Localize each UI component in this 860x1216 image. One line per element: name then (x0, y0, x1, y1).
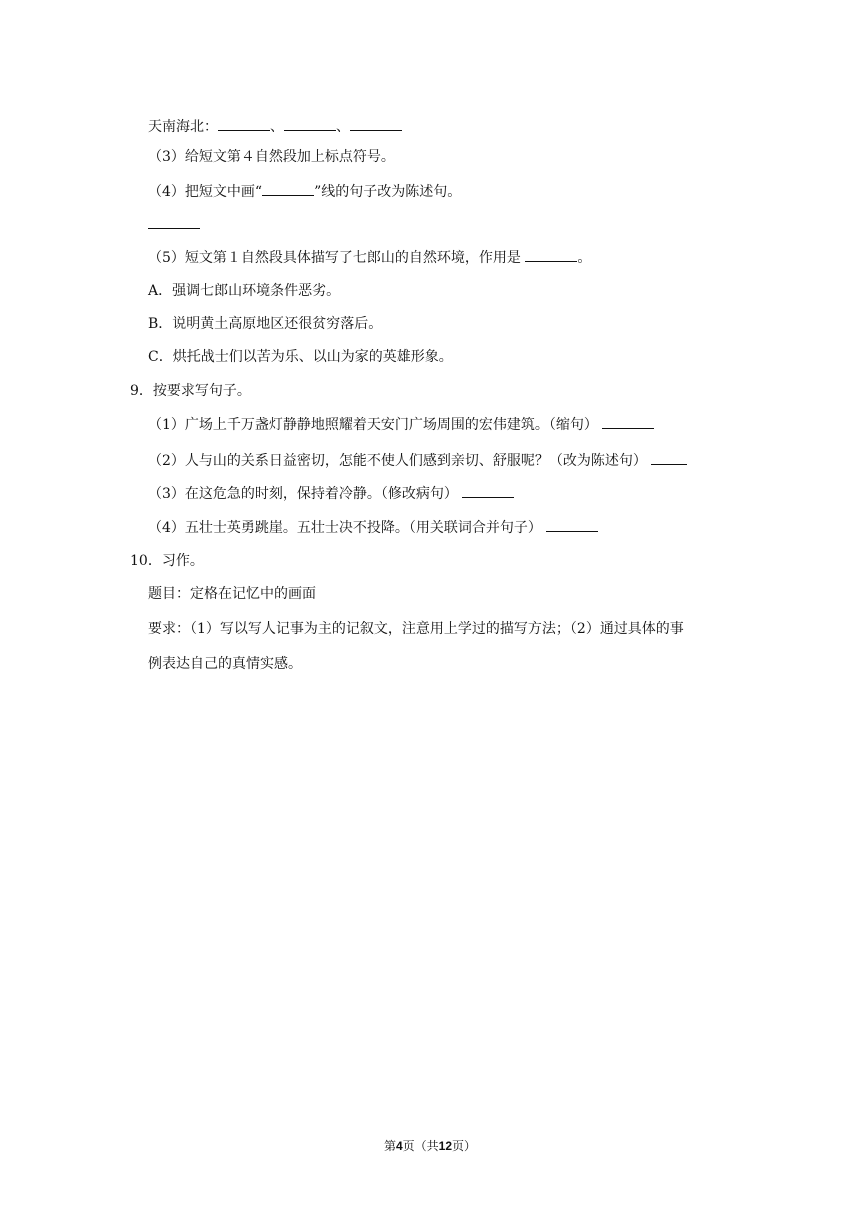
answer-blank[interactable] (651, 450, 687, 465)
question-text: （2）人与山的关系日益密切，怎能不使人们感到亲切、舒服呢？（改为陈述句） (148, 453, 652, 469)
question-text: （5）短文第１自然段具体描写了七郎山的自然环境，作用是 (148, 250, 526, 266)
option-a: A．强调七郎山环境条件恶劣。 (148, 283, 341, 299)
footer-text: 页（共 (402, 1139, 439, 1153)
question-8-5 (148, 247, 591, 268)
essay-topic: 题目：定格在记忆中的画面 (148, 586, 316, 602)
answer-blank[interactable] (462, 483, 514, 498)
footer-text: 第 (383, 1139, 396, 1153)
essay-requirement-2: 例表达自己的真情实感。 (148, 656, 302, 672)
question-8-4-answer (148, 214, 200, 235)
footer-text: 页） (452, 1139, 477, 1153)
question-text: ”线的句子改为陈述句。 (314, 184, 462, 200)
answer-blank[interactable] (284, 116, 336, 131)
question-9-4 (148, 517, 598, 538)
answer-blank[interactable] (350, 116, 402, 131)
separator: 、 (336, 119, 350, 135)
answer-blank[interactable] (218, 116, 270, 131)
question-text: （4）五壮士英勇跳崖。五壮士决不投降。（用关联词合并句子） (148, 520, 547, 536)
question-9-title: 9．按要求写句子。 (130, 383, 251, 399)
answer-blank[interactable] (546, 517, 598, 532)
question-9-2 (148, 450, 687, 471)
answer-blank[interactable] (602, 414, 654, 429)
option-c: C．烘托战士们以苦为乐、以山为家的英雄形象。 (148, 349, 453, 365)
question-9-3 (148, 483, 514, 504)
answer-blank[interactable] (525, 247, 577, 262)
answer-blank[interactable] (262, 181, 314, 196)
question-10-title: 10．习作。 (130, 553, 204, 569)
separator: 、 (270, 119, 284, 135)
answer-blank[interactable] (148, 214, 200, 229)
tiannan-label: 天南海北： (148, 119, 218, 135)
total-pages: 12 (438, 1139, 453, 1153)
option-b: B．说明黄土高原地区还很贫穷落后。 (148, 316, 383, 332)
question-text: （4）把短文中画“ (148, 184, 263, 200)
question-8-3: （3）给短文第４自然段加上标点符号。 (148, 149, 395, 165)
question-text: （1）广场上千万盏灯静静地照耀着天安门广场周围的宏伟建筑。（缩句） (148, 417, 603, 433)
page-number: 4 (395, 1139, 403, 1153)
page-footer (0, 1138, 860, 1154)
question-text: 。 (577, 250, 592, 266)
tiannan-line (148, 116, 402, 137)
question-9-1 (148, 414, 654, 435)
question-8-4 (148, 181, 461, 202)
essay-requirement-1: 要求：（1）写以写人记事为主的记叙文，注意用上学过的描写方法；（2）通过具体的事 (148, 621, 684, 637)
question-text: （3）在这危急的时刻，保持着冷静。（修改病句） (148, 486, 463, 502)
